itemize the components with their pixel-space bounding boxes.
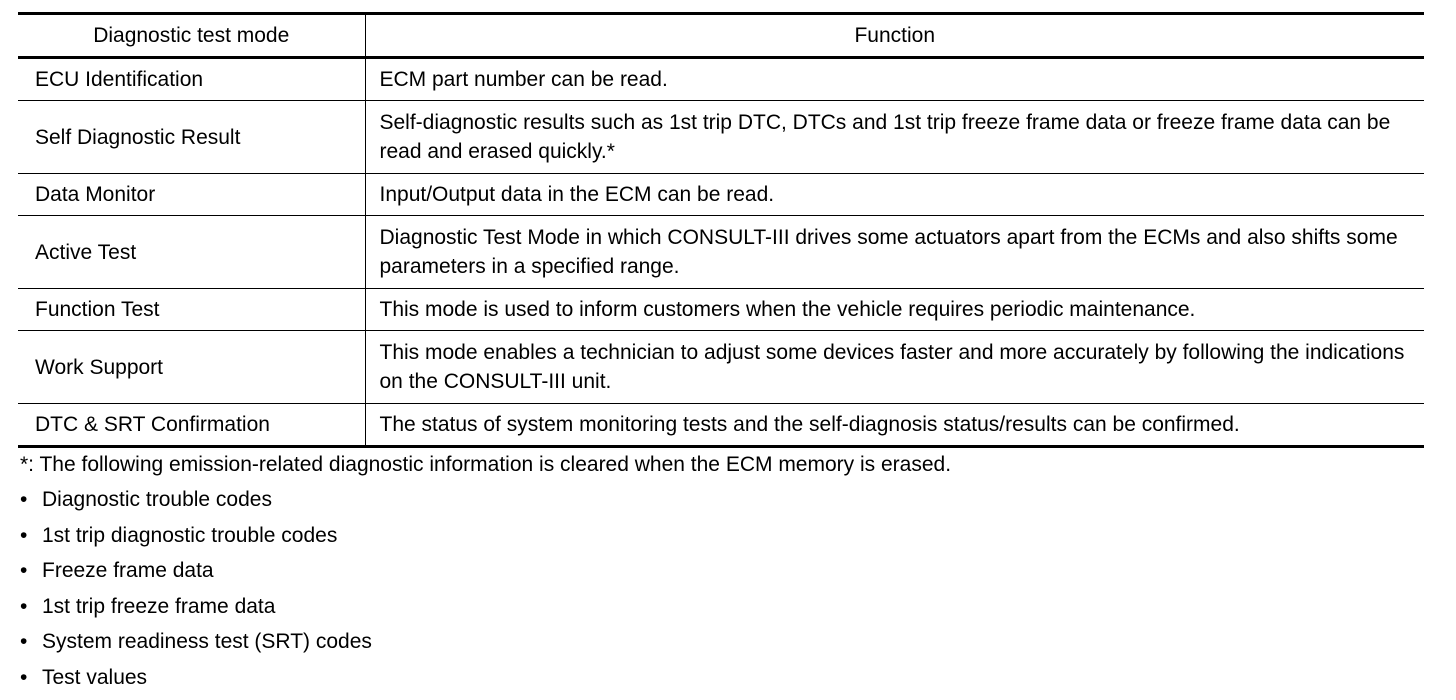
bullet-icon: • xyxy=(20,594,28,618)
footnote: *: The following emission-related diagnostic information is cleared when the ECM memory is erased. xyxy=(20,453,952,476)
function-cell: Input/Output data in the ECM can be read. xyxy=(365,174,1424,216)
function-cell: This mode enables a technician to adjust some devices faster and more accurately by following the indications on the CONSULT-III unit. xyxy=(365,331,1424,404)
mode-cell: ECU Identification xyxy=(18,58,365,101)
column-header-mode: Diagnostic test mode xyxy=(18,14,365,58)
list-item-text: Diagnostic trouble codes xyxy=(42,488,272,511)
table-row xyxy=(18,58,1424,101)
list-item xyxy=(20,628,372,664)
bullet-icon: • xyxy=(20,665,28,689)
bullet-icon: • xyxy=(20,488,28,511)
list-item-text: 1st trip diagnostic trouble codes xyxy=(42,523,338,547)
cleared-info-list xyxy=(20,486,372,700)
column-header-function: Function xyxy=(365,14,1424,58)
diagnostic-mode-table xyxy=(18,12,1424,448)
table-header-row xyxy=(18,14,1424,58)
list-item xyxy=(20,593,372,629)
list-item-text: Freeze frame data xyxy=(42,559,214,583)
mode-cell: Function Test xyxy=(18,289,365,331)
bullet-icon: • xyxy=(20,523,28,547)
table-row xyxy=(18,216,1424,289)
mode-cell: Data Monitor xyxy=(18,174,365,216)
mode-cell: Work Support xyxy=(18,331,365,404)
bullet-icon: • xyxy=(20,559,28,583)
function-cell: Self-diagnostic results such as 1st trip DTC, DTCs and 1st trip freeze frame data or freeze frame data can be read and erased quickly.* xyxy=(365,101,1424,174)
mode-cell: Self Diagnostic Result xyxy=(18,101,365,174)
list-item xyxy=(20,557,372,593)
bullet-icon: • xyxy=(20,630,28,654)
function-cell: Diagnostic Test Mode in which CONSULT-III drives some actuators apart from the ECMs and also shifts some parameters in a specified range. xyxy=(365,216,1424,289)
list-item xyxy=(20,522,372,558)
list-item-text: System readiness test (SRT) codes xyxy=(42,630,372,654)
function-cell: This mode is used to inform customers when the vehicle requires periodic maintenance. xyxy=(365,289,1424,331)
function-cell: ECM part number can be read. xyxy=(365,58,1424,101)
table-row xyxy=(18,174,1424,216)
list-item-text: Test values xyxy=(42,665,148,689)
list-item xyxy=(20,486,372,522)
table-row xyxy=(18,331,1424,404)
list-item-text: 1st trip freeze frame data xyxy=(42,594,276,618)
diagnostic-mode-table-container xyxy=(18,12,1424,448)
function-cell: The status of system monitoring tests and the self-diagnosis status/results can be confirmed. xyxy=(365,404,1424,447)
table-row xyxy=(18,404,1424,447)
mode-cell: Active Test xyxy=(18,216,365,289)
table-row xyxy=(18,289,1424,331)
table-row xyxy=(18,101,1424,174)
mode-cell: DTC & SRT Confirmation xyxy=(35,413,270,436)
list-item xyxy=(20,664,372,700)
